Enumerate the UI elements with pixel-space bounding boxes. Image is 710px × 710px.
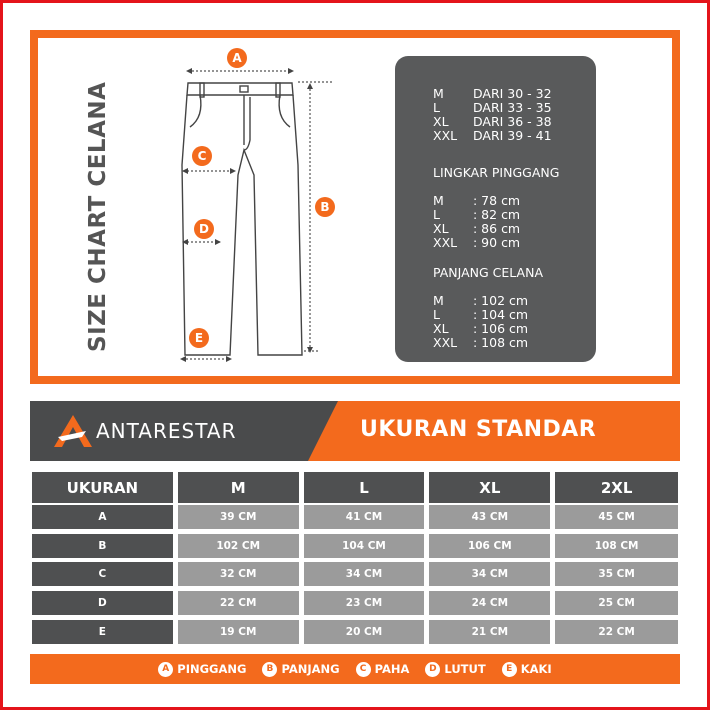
table-cell: 102 CM [178, 534, 299, 558]
header-cell: L [304, 472, 425, 503]
row-label: B [32, 534, 173, 558]
size-label: XXL [433, 235, 458, 250]
brand-block [52, 413, 236, 449]
chart-title: SIZE CHART CELANA [85, 81, 111, 352]
size-label: M [433, 193, 444, 208]
legend-label: PAHA [374, 662, 410, 676]
table-cell: 24 CM [429, 591, 550, 615]
range-value: DARI 33 - 35 [473, 100, 552, 115]
table-cell: 104 CM [304, 534, 425, 558]
table-row [32, 534, 678, 558]
legend-item [262, 662, 339, 677]
table-cell: 19 CM [178, 620, 299, 644]
header-cell: 2XL [555, 472, 678, 503]
range-value: DARI 30 - 32 [473, 86, 552, 101]
row-label: D [32, 591, 173, 615]
badge-d-icon: D [194, 219, 214, 239]
table-cell: 22 CM [178, 591, 299, 615]
measurement-legend [30, 654, 680, 684]
table-row [32, 620, 678, 644]
panjang-heading: PANJANG CELANA [433, 265, 543, 280]
legend-item [356, 662, 410, 677]
size-info-card [395, 56, 596, 362]
header-cell: XL [429, 472, 550, 503]
table-cell: 22 CM [555, 620, 678, 644]
panjang-row [433, 336, 528, 351]
panjang-value: : 102 cm [473, 293, 529, 308]
table-cell: 45 CM [555, 505, 678, 529]
header-cell: M [178, 472, 299, 503]
table-cell: 20 CM [304, 620, 425, 644]
table-cell: 34 CM [304, 562, 425, 586]
legend-badge-icon: E [502, 662, 517, 677]
panjang-value: : 108 cm [473, 335, 529, 350]
row-label: A [32, 505, 173, 529]
badge-a-icon: A [227, 48, 247, 68]
legend-item [425, 662, 485, 677]
lingkar-value: : 78 cm [473, 193, 521, 208]
size-label: M [433, 86, 444, 101]
size-label: XL [433, 321, 449, 336]
waist-range-row [433, 129, 552, 144]
table-cell: 23 CM [304, 591, 425, 615]
badge-b-icon: B [315, 197, 335, 217]
legend-label: PANJANG [281, 662, 340, 676]
brand-banner [30, 401, 680, 461]
antarestar-logo-icon [52, 413, 94, 449]
badge-e-icon: E [189, 328, 209, 348]
size-label: L [433, 307, 440, 322]
size-label: M [433, 293, 444, 308]
table-header-row [32, 472, 678, 503]
legend-badge-icon: A [158, 662, 173, 677]
range-value: DARI 36 - 38 [473, 114, 552, 129]
size-label: L [433, 207, 440, 222]
table-row [32, 562, 678, 586]
legend-badge-icon: C [356, 662, 371, 677]
table-row [32, 591, 678, 615]
range-value: DARI 39 - 41 [473, 128, 552, 143]
panjang-value: : 106 cm [473, 321, 529, 336]
table-cell: 25 CM [555, 591, 678, 615]
table-cell: 106 CM [429, 534, 550, 558]
table-cell: 32 CM [178, 562, 299, 586]
table-cell: 43 CM [429, 505, 550, 529]
legend-item [502, 662, 552, 677]
table-row [32, 505, 678, 529]
table-cell: 41 CM [304, 505, 425, 529]
row-label: E [32, 620, 173, 644]
lingkar-value: : 86 cm [473, 221, 521, 236]
row-label: C [32, 562, 173, 586]
size-label: XXL [433, 335, 458, 350]
size-label: XXL [433, 128, 458, 143]
table-cell: 39 CM [178, 505, 299, 529]
legend-badge-icon: D [425, 662, 440, 677]
banner-title: UKURAN STANDAR [360, 417, 597, 442]
lingkar-row [433, 236, 520, 251]
badge-c-icon: C [192, 146, 212, 166]
size-label: L [433, 100, 440, 115]
panjang-value: : 104 cm [473, 307, 529, 322]
legend-label: KAKI [520, 662, 552, 676]
header-cell: UKURAN [32, 472, 173, 503]
brand-name: ANTARESTAR [96, 419, 237, 443]
legend-label: LUTUT [444, 662, 486, 676]
lingkar-value: : 82 cm [473, 207, 521, 222]
table-cell: 35 CM [555, 562, 678, 586]
legend-badge-icon: B [262, 662, 277, 677]
size-label: XL [433, 114, 449, 129]
table-cell: 34 CM [429, 562, 550, 586]
lingkar-value: : 90 cm [473, 235, 521, 250]
table-cell: 21 CM [429, 620, 550, 644]
lingkar-heading: LINGKAR PINGGANG [433, 165, 560, 180]
legend-item [158, 662, 246, 677]
legend-label: PINGGANG [177, 662, 247, 676]
size-label: XL [433, 221, 449, 236]
table-cell: 108 CM [555, 534, 678, 558]
